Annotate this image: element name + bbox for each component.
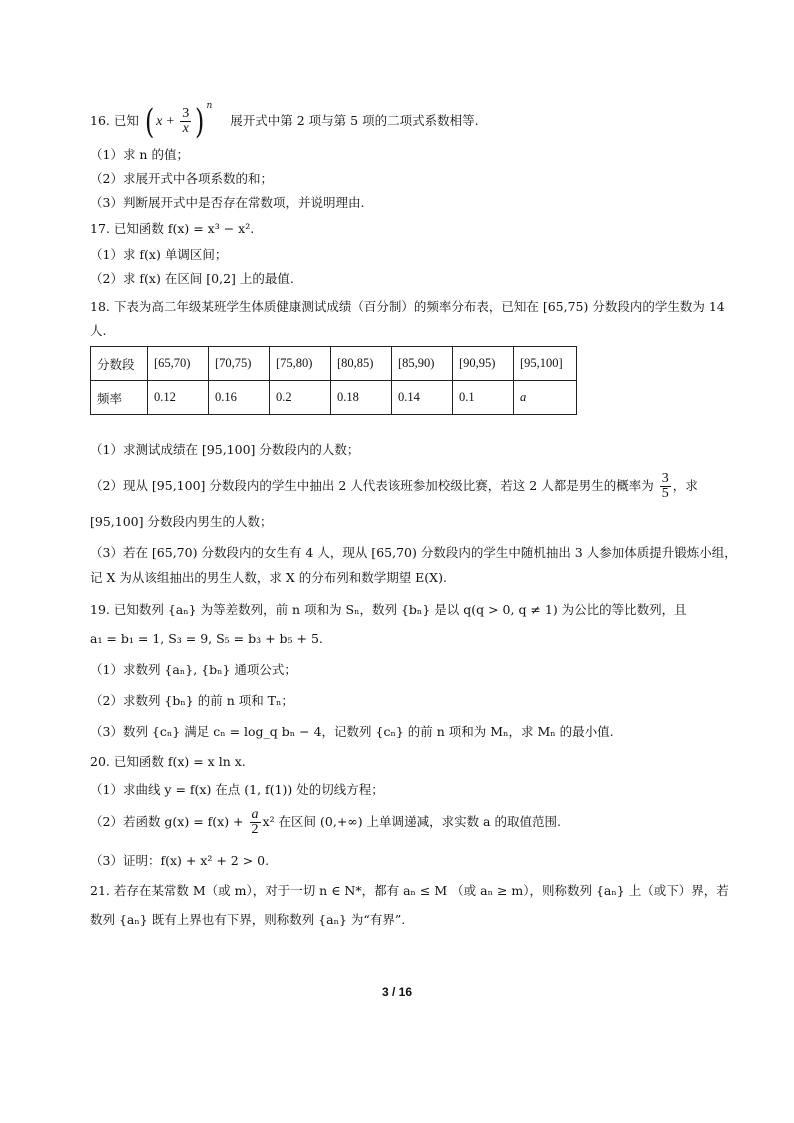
- right-paren: ): [195, 101, 205, 142]
- q19-part3: （3）数列 {cₙ} 满足 cₙ = log_q bₙ − 4，记数列 {cₙ} 的前 n 项和为 Mₙ，求 Mₙ 的最小值.: [90, 724, 614, 739]
- table-cell: [85,90): [392, 347, 453, 381]
- q16-frac-num: 3: [182, 106, 190, 122]
- q18-part2-tail: ，求: [672, 478, 698, 493]
- q18-part1: （1）求测试成绩在 [95,100] 分数段内的人数；: [90, 442, 360, 457]
- table-cell: 0.18: [331, 381, 392, 415]
- q16-part2: （2）求展开式中各项系数的和；: [90, 171, 273, 186]
- q20-stem: 20. 已知函数 f(x) = x ln x.: [90, 754, 246, 769]
- q16-x: x: [156, 114, 163, 130]
- q17-part1: （1）求 f(x) 单调区间；: [90, 247, 228, 262]
- q18-part2-text: （2）现从 [95,100] 分数段内的学生中抽出 2 人代表该班参加校级比赛，若这 2 人都是男生的概率为: [90, 478, 654, 493]
- table-cell: [80,85): [331, 347, 392, 381]
- q18-frac-den: 5: [661, 486, 669, 501]
- q20-part3: （3）证明：f(x) + x² + 2 > 0.: [90, 853, 270, 868]
- q20-part2-text: （2）若函数 g(x) = f(x) +: [90, 814, 244, 829]
- table-cell: 0.12: [148, 381, 209, 415]
- q16-stem: [90, 101, 479, 142]
- table-cell: [90,95): [453, 347, 514, 381]
- q20-frac-den: 2: [251, 822, 259, 837]
- q16-exponent: n: [206, 101, 213, 111]
- page-number: 3 / 16: [381, 985, 413, 999]
- table-cell: 0.1: [453, 381, 514, 415]
- table-cell: [95,100]: [514, 347, 577, 381]
- q20-frac-num: a: [251, 807, 259, 822]
- q16-lead: 已知: [113, 113, 139, 129]
- q16-fraction: [180, 107, 191, 136]
- q18-part2-cont: [95,100] 分数段内男生的人数；: [90, 514, 273, 529]
- table-row-frequencies: [91, 381, 577, 415]
- q16-tail: 展开式中第 2 项与第 5 项的二项式系数相等.: [230, 113, 479, 129]
- table-cell: 0.14: [392, 381, 453, 415]
- q20-part1: （1）求曲线 y = f(x) 在点 (1, f(1)) 处的切线方程；: [90, 782, 384, 797]
- q19-stem-line1: 19. 已知数列 {aₙ} 为等差数列，前 n 项和为 Sₙ，数列 {bₙ} 是以 q(q > 0, q ≠ 1) 为公比的等比数列，且: [90, 602, 687, 617]
- table-cell: [65,70): [148, 347, 209, 381]
- q17-stem: 17. 已知函数 f(x) = x³ − x².: [90, 221, 255, 236]
- table-cell: 0.2: [270, 381, 331, 415]
- q18-stem-line2: 人.: [90, 323, 107, 338]
- q21-stem-line1: 21. 若存在某常数 M（或 m），对于一切 n ∈ N*，都有 aₙ ≤ M （或 aₙ ≥ m），则称数列 {aₙ} 上（或下）界，若: [90, 883, 729, 898]
- q16-number: 16.: [90, 113, 110, 129]
- q18-frac-num: 3: [661, 471, 669, 486]
- table-cell: [75,80): [270, 347, 331, 381]
- q19-stem-line2: a₁ = b₁ = 1, S₃ = 9, S₅ = b₃ + b₅ + 5.: [90, 631, 323, 646]
- frequency-table: [90, 346, 577, 415]
- q17-part2: （2）求 f(x) 在区间 [0,2] 上的最值.: [90, 271, 294, 286]
- q18-part3-line2: 记 X 为从该组抽出的男生人数，求 X 的分布列和数学期望 E(X).: [90, 570, 447, 585]
- q20-part2: [90, 808, 561, 837]
- left-paren: (: [144, 101, 155, 142]
- q18-part2: [90, 472, 698, 501]
- q19-part2: （2）求数列 {bₙ} 的前 n 项和 Tₙ；: [90, 693, 294, 708]
- table-cell: 0.16: [209, 381, 270, 415]
- q18-stem-line1: 18. 下表为高二年级某班学生体质健康测试成绩（百分制）的频率分布表，已知在 [65,75) 分数段内的学生数为 14: [90, 299, 725, 314]
- q19-part1: （1）求数列 {aₙ}, {bₙ} 通项公式；: [90, 662, 297, 677]
- table-cell: [70,75): [209, 347, 270, 381]
- q21-stem-line2: 数列 {aₙ} 既有上界也有下界，则称数列 {aₙ} 为“有界”.: [90, 912, 406, 927]
- table-header-frequency: 频率: [91, 381, 148, 415]
- q18-part3-line1: （3）若在 [65,70) 分数段内的女生有 4 人，现从 [65,70) 分数段内的学生中随机抽出 3 人参加体质提升锻炼小组，: [90, 545, 737, 560]
- q20-fraction: [250, 808, 261, 837]
- table-row-intervals: [91, 347, 577, 381]
- q18-fraction: [660, 472, 671, 501]
- q16-part3: （3）判断展开式中是否存在常数项，并说明理由.: [90, 195, 365, 210]
- q20-part2-tail: x² 在区间 (0,+∞) 上单调递减，求实数 a 的取值范围.: [262, 814, 561, 829]
- table-header-interval: 分数段: [91, 347, 148, 381]
- q16-frac-den: x: [182, 121, 189, 137]
- table-cell: a: [514, 381, 577, 415]
- q16-part1: （1）求 n 的值；: [90, 147, 189, 162]
- q16-plus: +: [166, 114, 175, 130]
